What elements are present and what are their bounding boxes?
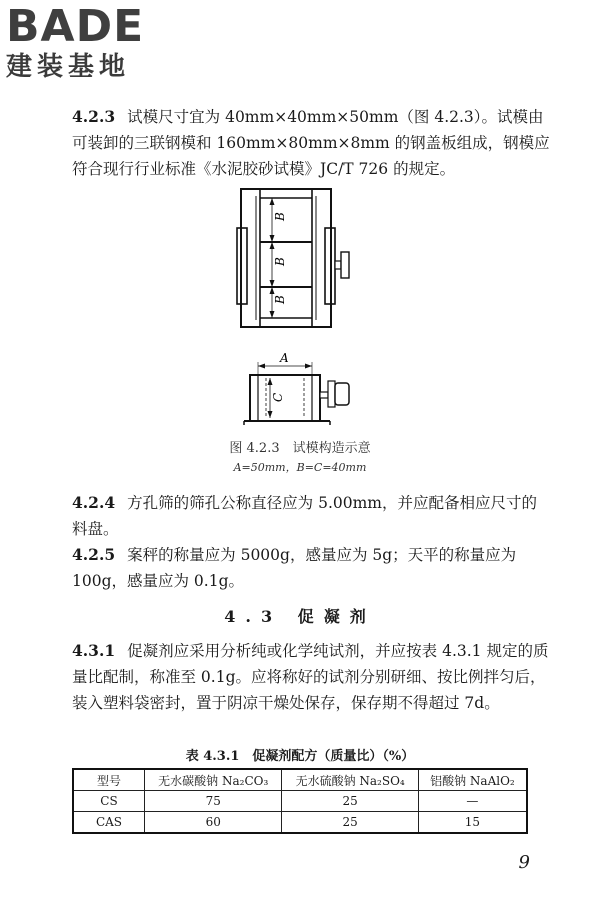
clause-number: 4.2.4 xyxy=(72,493,116,512)
dim-label-b3: B xyxy=(273,295,287,304)
dim-label-b1: B xyxy=(273,212,287,221)
clause-number: 4.3.1 xyxy=(72,641,116,660)
side-screw-knob xyxy=(335,383,349,405)
table-cell: CAS xyxy=(73,812,145,834)
table-cell: 75 xyxy=(145,791,282,812)
table-cell: — xyxy=(418,791,527,812)
clause-text: 案秤的称量应为 5000g，感量应为 5g；天平的称量应为 100g，感量应为 0.1g。 xyxy=(72,546,517,590)
table-row xyxy=(73,812,527,834)
clause-4-2-5 xyxy=(72,542,552,594)
header-cell: 铝酸钠 NaAlO₂ xyxy=(418,769,527,791)
table-cell: 60 xyxy=(145,812,282,834)
logo-subtitle: 建装基地 xyxy=(6,52,131,82)
figure-note: A=50mm，B=C=40mm xyxy=(233,461,367,474)
mold-screw-knob xyxy=(341,252,349,278)
header-cell: 型号 xyxy=(73,769,145,791)
table-cell: CS xyxy=(73,791,145,812)
table-header-row xyxy=(73,769,527,791)
header-cell: 无水碳酸钠 Na₂CO₃ xyxy=(145,769,282,791)
figure-caption: 图 4.2.3 试模构造示意 xyxy=(229,441,371,456)
accelerator-formula-table xyxy=(72,768,528,834)
dim-label-c: C xyxy=(271,392,285,402)
dim-label-b2: B xyxy=(273,257,287,266)
clause-number: 4.2.3 xyxy=(72,107,116,126)
page-number: 9 xyxy=(518,852,530,873)
clause-text: 促凝剂应采用分析纯或化学纯试剂，并应按表 4.3.1 规定的质量比配制，称准至 0.1g。应将称好的试剂分别研细、按比例拌匀后，装入塑料袋密封，置于阴凉干燥处保存，保存期不得超过 7d。 xyxy=(72,642,549,712)
header-cell: 无水硫酸钠 Na₂SO₄ xyxy=(282,769,418,791)
section-title: 4.3 促凝剂 xyxy=(224,607,376,626)
clause-text: 试模尺寸宜为 40mm×40mm×50mm（图 4.2.3）。试模由可装卸的三联钢模和 160mm×80mm×8mm 的钢盖板组成，钢模应符合现行行业标准《水泥胶砂试模》JC/T 726 的规定。 xyxy=(72,108,550,178)
table-cell: 15 xyxy=(418,812,527,834)
table-title: 表 4.3.1 促凝剂配方（质量比）（%） xyxy=(185,749,415,764)
table-cell: 25 xyxy=(282,812,418,834)
clause-4-3-1 xyxy=(72,638,552,716)
clause-text: 方孔筛的筛孔公称直径应为 5.00mm，并应配备相应尺寸的料盘。 xyxy=(72,494,537,538)
mold-side-view xyxy=(250,375,320,421)
clause-number: 4.2.5 xyxy=(72,545,116,564)
dim-label-a: A xyxy=(280,351,289,365)
clause-4-2-4 xyxy=(72,490,552,542)
logo-wordmark: BADE xyxy=(6,1,145,52)
table-row xyxy=(73,791,527,812)
table-cell: 25 xyxy=(282,791,418,812)
